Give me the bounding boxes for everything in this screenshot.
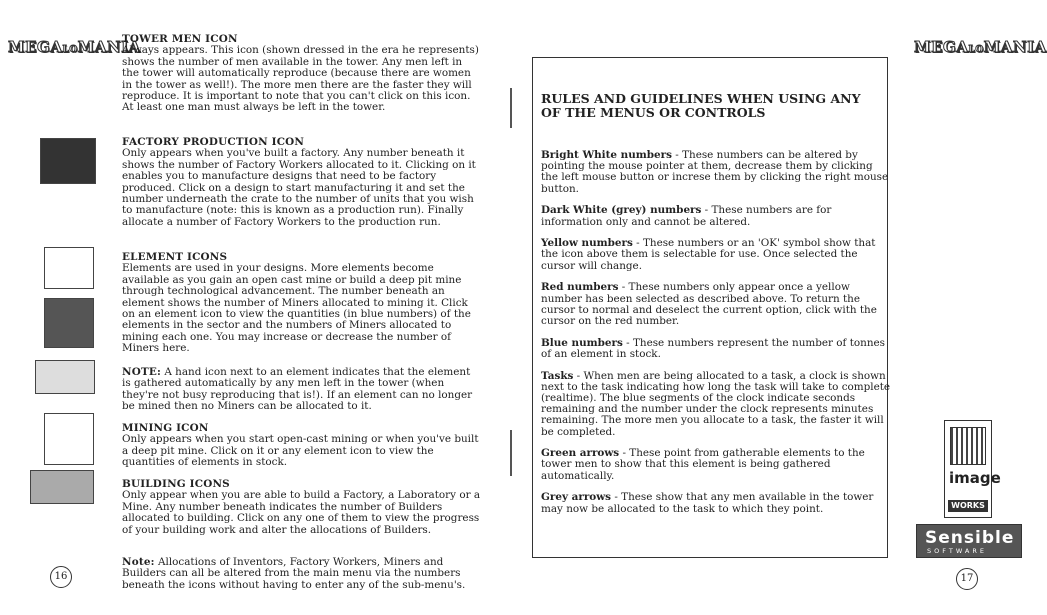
rule-green-arrows — [541, 448, 891, 482]
image-works-logo — [944, 420, 1001, 518]
rule-bright-white — [541, 150, 891, 195]
rule-tasks — [541, 371, 891, 438]
sensible-sub: SOFTWARE — [927, 547, 987, 555]
element-icon-rock — [44, 298, 94, 348]
rule-text: - These numbers only appear once a yellow number has been selected as described above. To return the cursor to normal and deselect the current option, click with the cursor on the red number. — [541, 281, 877, 327]
section-body: Elements are used in your designs. More elements become available as you gain an open cast mine or build a deep pit mine through technological advancement. The number beneath an element shows the number of Miners allocated to mining it. Click on an element icon to view the quantities (in blue numbers) of the elements in the sector and the numbers of Miners allocated to mining each one. You may increase or decrease the number of Miners here. — [122, 262, 471, 355]
mining-icon — [44, 413, 94, 465]
page-number: 16 — [50, 566, 72, 588]
section-heading: FACTORY PRODUCTION ICON — [122, 136, 305, 148]
rule-term: Tasks — [541, 369, 574, 382]
rule-text: - These show that any men available in the tower may now be allocated to the task to which they point. — [541, 491, 874, 515]
section-heading: TOWER MEN ICON — [122, 33, 238, 45]
element-icon-ore — [35, 360, 95, 394]
rule-yellow — [541, 238, 891, 272]
section-body: Only appear when you are able to build a Factory, a Laboratory or a Mine. Any number beneath indicates the number of Builders allocated to building. Click on any one of them to view the progress of your building work and alter the allocations of Builders. — [122, 489, 481, 536]
right-page — [512, 0, 1047, 615]
rule-term: Grey arrows — [541, 491, 612, 504]
rule-text: - These numbers or an 'OK' symbol show that the icon above them is selectable for use. Once selected the cursor will change. — [541, 237, 876, 272]
left-page — [0, 0, 512, 615]
section-mining-icon — [122, 423, 482, 468]
note-label: Note: — [122, 556, 155, 568]
section-body: Only appears when you start open-cast mining or when you've built a deep pit mine. Click on it or any element icon to view the quantities of elements in stock. — [122, 433, 479, 469]
rules-box-title: RULES AND GUIDELINES WHEN USING ANY OF THE MENUS OR CONTROLS — [541, 91, 861, 120]
rule-term: Bright White numbers — [541, 149, 672, 161]
rule-blue — [541, 338, 891, 360]
megalomania-logo — [914, 38, 1047, 56]
rule-text: - When men are being allocated to a task, a clock is shown next to the task indicating how long the task will take to complete (realtime). The blue segments of the clock indicate seconds remaining and the number under the clock represents minutes remaining. The more men you allocate to a task, the faster it will be completed. — [541, 369, 891, 438]
section-heading: BUILDING ICONS — [122, 478, 230, 490]
page-binding-mark — [510, 430, 512, 476]
rule-text: - These point from gatherable elements to the tower men to show that this element is being gathered automatically. — [541, 447, 865, 482]
section-factory-production — [122, 137, 482, 241]
rule-text: - These numbers are for information only and cannot be altered. — [541, 204, 832, 228]
logo-mania: MANIA — [77, 38, 141, 56]
page-binding-mark — [510, 88, 512, 128]
section-note-allocations — [122, 557, 482, 591]
element-icon-shovel — [44, 247, 94, 289]
rule-dark-white — [541, 205, 891, 227]
rule-red — [541, 282, 891, 327]
image-works-works-text: WORKS — [948, 500, 988, 512]
rule-term: Dark White (grey) numbers — [541, 204, 702, 217]
rule-term: Green arrows — [541, 447, 620, 460]
note-label: NOTE: — [122, 366, 162, 378]
rule-grey-arrows — [541, 492, 891, 514]
logo-lo: LO — [968, 45, 984, 55]
section-element-icons — [122, 252, 482, 356]
logo-mania: MANIA — [983, 38, 1047, 56]
rule-term: Blue numbers — [541, 336, 623, 349]
sensible-software-logo — [916, 524, 1022, 558]
section-body: A hand icon next to an element indicates that the element is gathered automatically by any men left in the tower (when they're not busy reproducing that is!). If an element can no longer be mined then no Miners can be allocated to it. — [122, 366, 473, 413]
section-body: Only appears when you've built a factory. Any number beneath it shows the number of Factory Workers allocated to it. Clicking on it enables you to manufacture designs that need to be factory produced. Click on a design to start manufacturing it and set the number underneath the crate to the number of units that you wish to manufacture (note: this is known as a production run). Finally allocate a number of Factory Workers to the production run. — [122, 147, 476, 228]
logo-mega: MEGA — [914, 38, 969, 56]
image-works-image-text: image — [949, 469, 1001, 487]
rule-text: - These numbers can be altered by pointing the mouse pointer at them, decrease them by clicking the left mouse button or increse them by clicking the right mouse button. — [541, 149, 889, 195]
rules-list — [541, 150, 891, 525]
section-body: Allocations of Inventors, Factory Workers, Miners and Builders can all be altered from the main menu via the numbers beneath the icons without having to enter any of the sub-menu's. — [122, 556, 466, 591]
rules-box — [532, 57, 891, 558]
section-heading: ELEMENT ICONS — [122, 251, 228, 263]
logo-lo: LO — [62, 45, 78, 55]
section-body: Always appears. This icon (shown dressed in the era he represents) shows the number of men available in the tower. Any men left in the tower will automatically reproduce (because there are women in the tower as well!). The more men there are the faster they will reproduce. It is important to note that you can't click on this icon. At least one man must always be left in the tower. — [122, 44, 479, 114]
sensible-name: Sensible — [925, 528, 1015, 548]
section-heading: MINING ICON — [122, 422, 209, 434]
rule-term: Yellow numbers — [541, 237, 633, 250]
page-number: 17 — [956, 568, 978, 590]
rule-term: Red numbers — [541, 281, 619, 294]
megalomania-logo — [8, 38, 141, 56]
factory-production-icon — [40, 138, 96, 184]
section-note-hand-icon — [122, 367, 482, 412]
rule-text: - These numbers represent the number of tonnes of an element in stock. — [541, 336, 886, 360]
left-text-column — [122, 34, 482, 602]
section-building-icons — [122, 479, 482, 546]
image-works-emblem — [950, 427, 986, 465]
logo-mega: MEGA — [8, 38, 63, 56]
section-tower-men — [122, 34, 482, 126]
building-icon — [30, 470, 94, 504]
